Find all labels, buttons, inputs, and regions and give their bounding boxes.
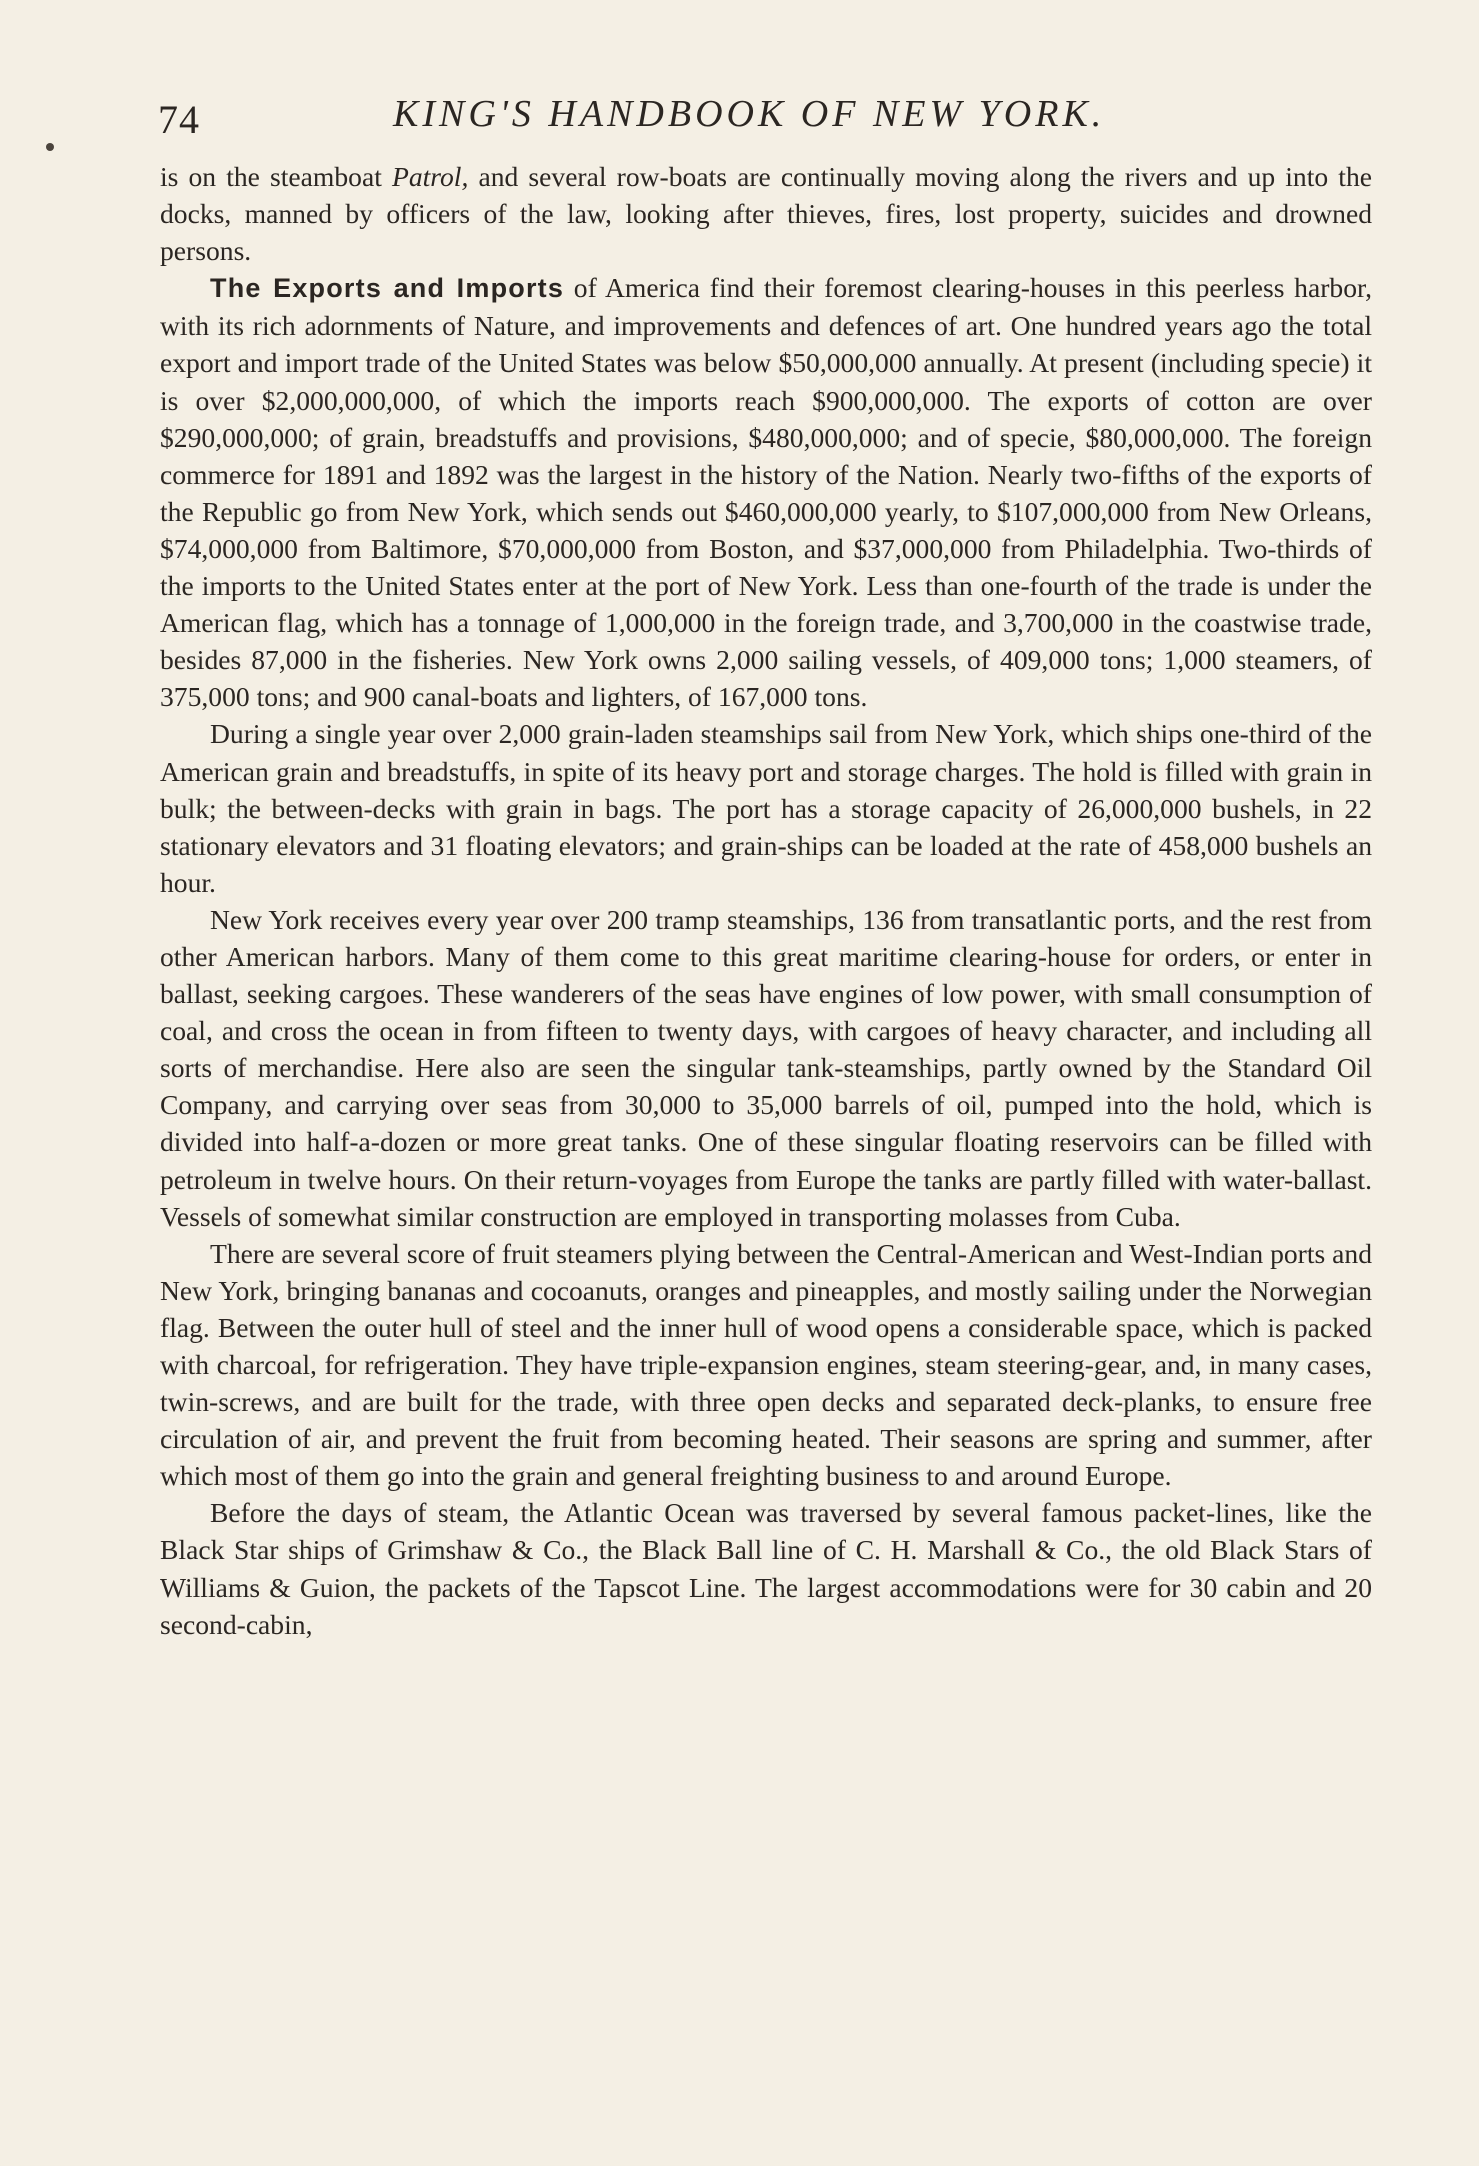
paragraph-text: of America find their foremost clearing-houses in this peerless harbor, with its rich adornments of Nature, and improvements and defences of art. One hundred years ago the total export and import trade of the United States was below $50,000,000 annually. At present (including specie) it is over $2,000,000,000, of which the imports reach $900,000,000. The exports of cotton are over $290,000,000; of grain, breadstuffs and provisions, $480,000,000; and of specie, $80,000,000. The foreign commerce for 1891 and 1892 was the largest in the history of the Nation. Nearly two-fifths of the exports of the Republic go from New York, which sends out $460,000,000 yearly, to $107,000,000 from New Orleans, $74,000,000 from Baltimore, $70,000,000 from Boston, and $37,000,000 from Philadelphia. Two-thirds of the imports to the United States enter at the port of New York. Less than one-fourth of the trade is under the American flag, which has a tonnage of 1,000,000 in the foreign trade, and 3,700,000 in the coastwise trade, besides 87,000 in the fisheries. New York owns 2,000 sailing vessels, of 409,000 tons; 1,000 steamers, of 375,000 tons; and 900 canal-boats and lighters, of 167,000 tons. bbox=[160, 272, 1372, 713]
paragraph-packet-lines: Before the days of steam, the Atlantic Ocean was traversed by several famous packet-lines, like the Black Star ships of Grimshaw & Co., the Black Ball line of C. H. Marshall & Co., the old Black Stars of Williams & Guion, the packets of the Tapscot Line. The largest accommodations were for 30 cabin and 20 second-cabin, bbox=[160, 1497, 1372, 1640]
body-text bbox=[160, 158, 1372, 1643]
running-head: KING'S HANDBOOK OF NEW YORK. bbox=[393, 93, 1106, 135]
paragraph-grain-steamships: During a single year over 2,000 grain-laden steamships sail from New York, which ships one-third of the American grain and breadstuffs, in spite of its heavy port and storage charges. The hold is filled with grain in bulk; the between-decks with grain in bags. The port has a storage capacity of 26,000,000 bushels, in 22 stationary elevators and 31 floating elevators; and grain-ships can be loaded at the rate of 458,000 bushels an hour. bbox=[160, 718, 1372, 898]
vessel-name-italic: Patrol, bbox=[391, 161, 469, 192]
page-header bbox=[158, 92, 1378, 152]
section-lead-in: The Exports and Imports bbox=[210, 273, 565, 304]
page-number: 74 bbox=[158, 97, 200, 142]
paragraph-text: is on the steamboat bbox=[160, 161, 392, 192]
paragraph-continued bbox=[160, 158, 1372, 269]
paragraph-tramp-steamships: New York receives every year over 200 tramp steamships, 136 from transatlantic ports, and the rest from other American harbors. Many of them come to this great maritime clearing-house for orders, or enter in ballast, seeking cargoes. These wanderers of the seas have engines of low power, with small consumption of coal, and cross the ocean in from fifteen to twenty days, with cargoes of heavy character, and including all sorts of merchandise. Here also are seen the singular tank-steamships, partly owned by the Standard Oil Company, and carrying over seas from 30,000 to 35,000 barrels of oil, pumped into the hold, which is divided into half-a-dozen or more great tanks. One of these singular floating reservoirs can be filled with petroleum in twelve hours. On their return-voyages from Europe the tanks are partly filled with water-ballast. Vessels of somewhat similar construction are employed in transporting molasses from Cuba. bbox=[160, 903, 1372, 1232]
paragraph-text: and several row-boats are continually moving along the rivers and up into the docks, manned by officers of the law, looking after thieves, fires, lost property, suicides and drowned persons. bbox=[160, 161, 1372, 267]
paragraph-exports-imports bbox=[160, 269, 1372, 715]
paragraph-fruit-steamers: There are several score of fruit steamers plying between the Central-American and West-Indian ports and New York, bringing bananas and cocoanuts, oranges and pineapples, and mostly sailing under the Norwegian flag. Between the outer hull of steel and the inner hull of wood opens a considerable space, which is packed with charcoal, for refrigeration. They have triple-expansion engines, steam steering-gear, and, in many cases, twin-screws, and are built for the trade, with three open decks and separated deck-planks, to ensure free circulation of air, and prevent the fruit from becoming heated. Their seasons are spring and summer, after which most of them go into the grain and general freighting business to and around Europe. bbox=[160, 1237, 1372, 1492]
margin-mark bbox=[46, 143, 54, 151]
